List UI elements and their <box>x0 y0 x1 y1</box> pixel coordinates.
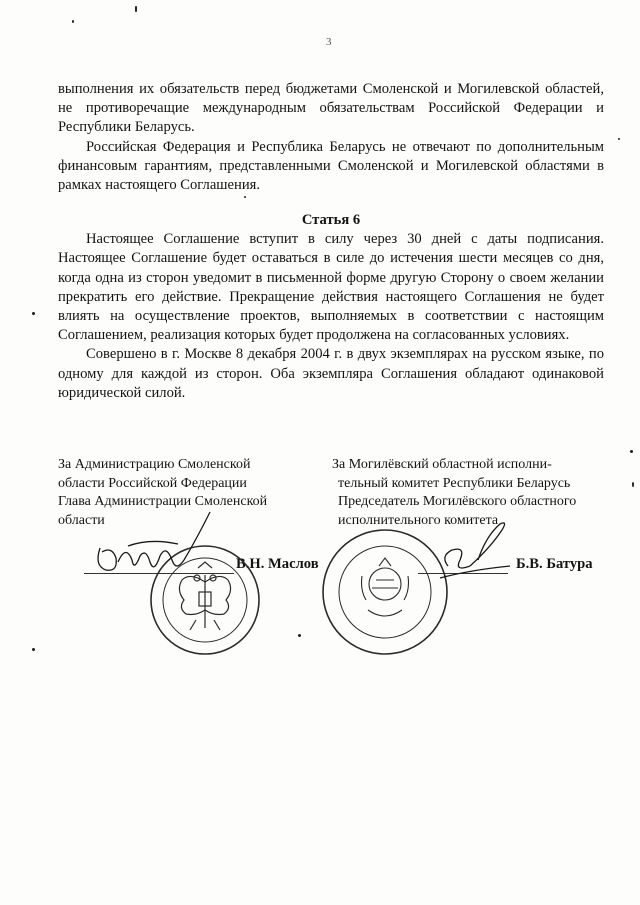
scan-speck <box>32 312 35 315</box>
paragraph-obligations: выполнения их обязательств перед бюджетами Смоленской и Могилевской областей, не противоречащие международным обязательствам Российской Федерации и Республики Беларусь. <box>58 81 604 136</box>
scan-speck <box>32 648 35 651</box>
article-heading: Статья 6 <box>301 212 361 228</box>
signature-left-line-3: Глава Администрации Смоленской <box>58 494 268 509</box>
scan-speck <box>135 6 137 12</box>
scan-speck <box>630 450 633 453</box>
signature-right-line-2: тельный комитет Республики Беларусь <box>338 475 571 491</box>
document-body <box>58 80 604 195</box>
page-number: 3 <box>326 36 332 48</box>
signature-right-line-1: За Могилёвский областной исполни- <box>332 457 552 472</box>
scan-speck <box>618 138 620 140</box>
signatory-name-left: В.Н. Маслов <box>236 556 319 572</box>
signature-right-line-3: Председатель Могилёвского областного <box>338 494 577 509</box>
article-section <box>58 211 604 403</box>
signatory-name-right: Б.В. Батура <box>516 556 593 572</box>
paragraph-entry-into-force: Настоящее Соглашение вступит в силу через 30 дней с даты подписания. Настоящее Соглашение будет оставаться в силе до истечения шести месяцев со дня, когда одна из сторон уведомит в письменной форме другую Сторону о своем желании прекратить его действие. Прекращение действия настоящего Соглашения не будет влиять на осуществление проектов, выполняемых в соответствии с настоящим Соглашением, реализация которых будет продолжена на согласованных условиях. <box>58 231 604 344</box>
paragraph-guarantees: Российская Федерация и Республика Беларусь не отвечают по дополнительным финансовым гарантиям, представленными Смоленской и Могилевской областями в рамках настоящего Соглашения. <box>58 138 604 194</box>
scan-speck <box>632 482 634 487</box>
signature-left-line-4: области <box>58 512 105 528</box>
signature-right-line-4: исполнительного комитета <box>338 512 499 528</box>
signature-block-left <box>58 456 318 530</box>
paragraph-done-at-moscow: Совершено в г. Москве 8 декабря 2004 г. в двух экземплярах на русском языке, по одному для каждой из сторон. Оба экземпляра Соглашения обладают одинаковой юридической силой. <box>58 346 604 401</box>
scan-speck <box>244 196 246 198</box>
signature-left-line-2: области Российской Федерации <box>58 475 247 491</box>
signature-block-right <box>332 456 602 530</box>
signature-line-left <box>84 573 234 574</box>
signature-line-right <box>418 573 508 574</box>
scan-speck <box>298 634 301 637</box>
signature-left-line-1: За Администрацию Смоленской <box>58 457 251 472</box>
official-seal-right <box>323 530 447 654</box>
scan-speck <box>72 20 74 23</box>
handwritten-signature-right <box>440 523 510 578</box>
